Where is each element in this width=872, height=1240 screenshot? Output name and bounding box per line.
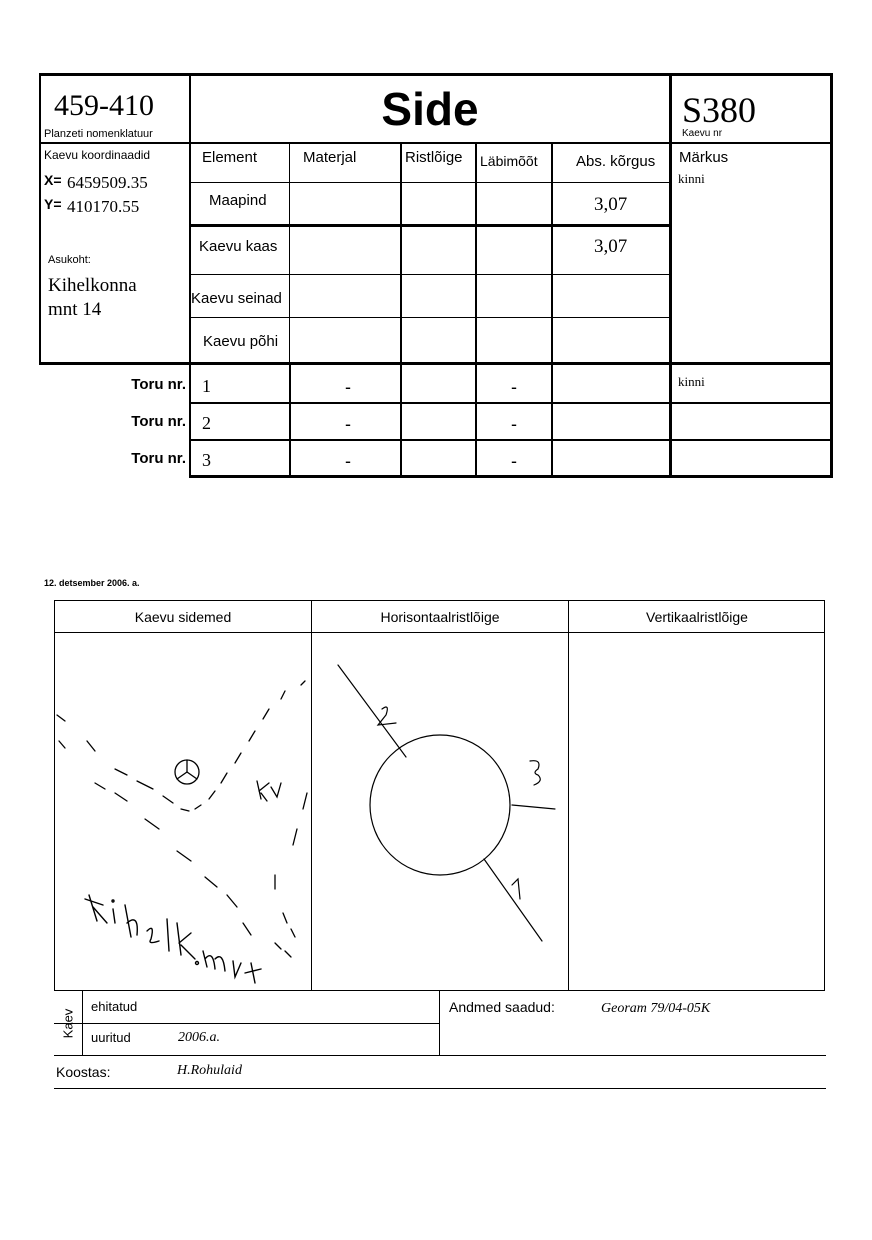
surveyed-value: 2006.a. — [178, 1030, 220, 1045]
pipe-2-number: 2 — [202, 413, 211, 433]
pipe-3-diameter: - — [511, 451, 517, 471]
col-header-remarks: Märkus — [679, 149, 729, 166]
document-date: 12. detsember 2006. a. — [44, 578, 140, 588]
col-header-element: Element — [202, 149, 258, 166]
pipe-3-number: 3 — [202, 450, 211, 470]
row-abs-ground: 3,07 — [594, 194, 628, 215]
row-element-walls: Kaevu seinad — [191, 290, 282, 307]
location-line-2: mnt 14 — [48, 299, 102, 320]
drawing-header-connections: Kaevu sidemed — [134, 609, 232, 625]
row-element-lid: Kaevu kaas — [199, 238, 278, 255]
coordinates-label: Kaevu koordinaadid — [44, 148, 151, 162]
well-number-label: Kaevu nr — [682, 128, 723, 139]
row-element-bottom: Kaevu põhi — [203, 333, 279, 350]
pipe-2-diameter: - — [511, 414, 517, 434]
y-coordinate: 410170.55 — [67, 197, 140, 216]
col-header-cross-section: Ristlõige — [405, 149, 463, 166]
remarks-value: kinni — [678, 171, 705, 186]
drawing-header-horizontal: Horisontaalristlõige — [380, 609, 500, 625]
y-label: Y= — [44, 196, 62, 212]
pipe-1-diameter: - — [511, 377, 517, 397]
row-abs-lid: 3,07 — [594, 236, 628, 257]
x-label: X= — [44, 172, 62, 188]
connections-sketch — [55, 633, 311, 990]
nomenclature-label: Planzeti nomenklatuur — [44, 128, 153, 140]
col-header-material: Materjal — [303, 149, 357, 166]
x-coordinate: 6459509.35 — [67, 173, 148, 192]
pipe-1-material: - — [345, 377, 351, 397]
well-number: S380 — [682, 90, 757, 130]
nomenclature-value: 459-410 — [54, 89, 154, 122]
footer-side-label: Kaev — [60, 1008, 76, 1039]
row-element-ground: Maapind — [209, 192, 267, 209]
pipe-2-material: - — [345, 414, 351, 434]
pipe-1-remark: kinni — [678, 374, 705, 389]
compiled-value: H.Rohulaid — [177, 1063, 242, 1078]
built-label: ehitatud — [91, 999, 138, 1014]
data-source-value: Georam 79/04-05K — [601, 1001, 711, 1016]
pipe-2-label: Toru nr. — [131, 413, 186, 430]
pipe-3-label: Toru nr. — [131, 450, 186, 467]
pipe-1-number: 1 — [202, 376, 211, 396]
drawing-header-vertical: Vertikaalristlõige — [646, 609, 748, 625]
data-source-label: Andmed saadud: — [449, 999, 555, 1015]
location-label: Asukoht: — [48, 254, 91, 266]
page-title: Side — [381, 83, 479, 135]
horizontal-section-sketch — [312, 633, 568, 990]
pipe-1-label: Toru nr. — [131, 376, 186, 393]
col-header-abs-height: Abs. kõrgus — [576, 153, 656, 170]
surveyed-label: uuritud — [91, 1030, 131, 1045]
col-header-diameter: Läbimõõt — [480, 153, 538, 169]
pipe-3-material: - — [345, 451, 351, 471]
location-line-1: Kihelkonna — [48, 275, 137, 296]
compiled-label: Koostas: — [56, 1064, 111, 1080]
